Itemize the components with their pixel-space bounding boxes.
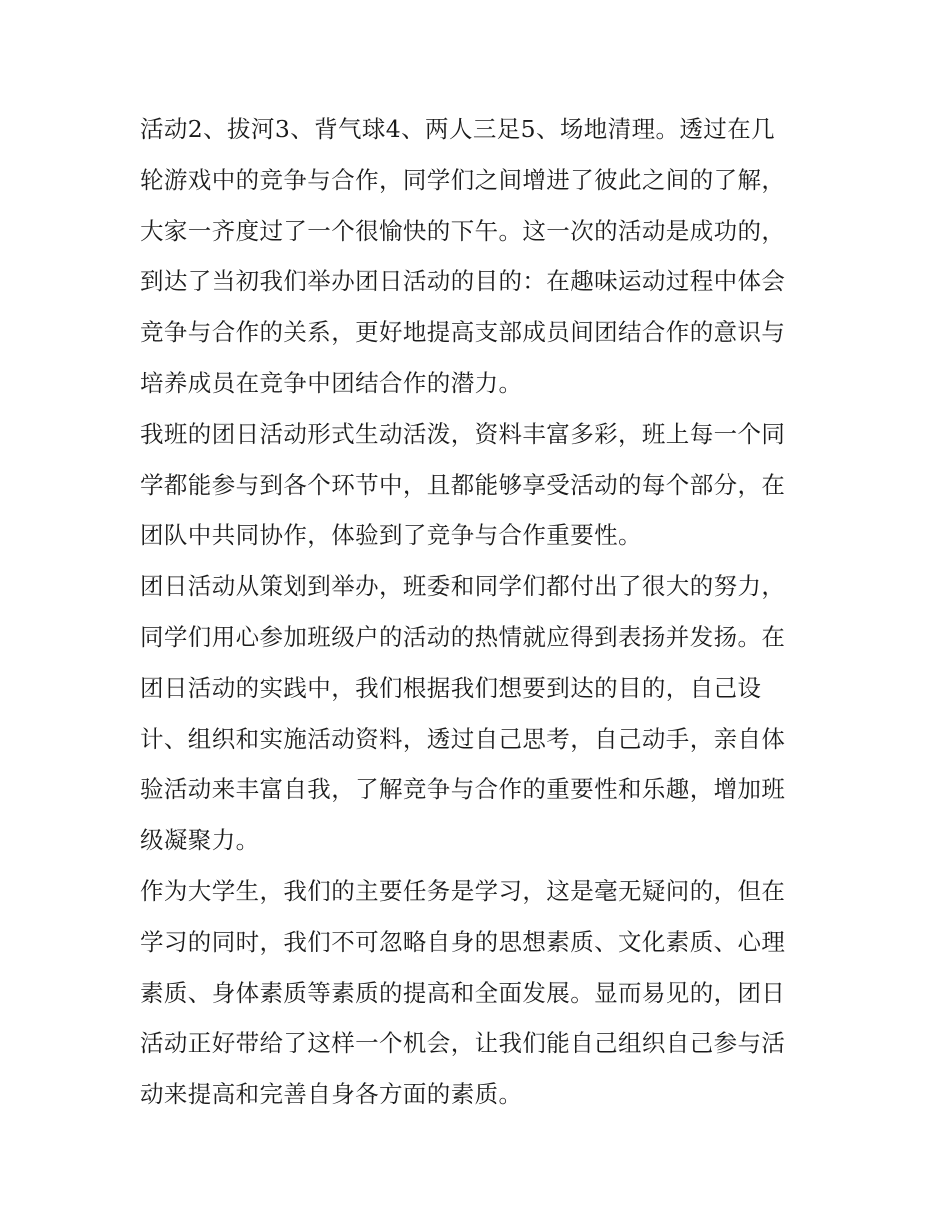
text-line: 验活动来丰富自我，了解竞争与合作的重要性和乐趣，增加班 bbox=[140, 775, 786, 804]
paragraph-1 bbox=[140, 104, 820, 409]
text-line: 学都能参与到各个环节中，且都能够享受活动的每个部分，在 bbox=[140, 470, 786, 499]
paragraph-4 bbox=[140, 866, 820, 1120]
text-line: 团日活动的实践中，我们根据我们想要到达的目的，自己设 bbox=[140, 673, 762, 702]
paragraph-3 bbox=[140, 561, 820, 866]
text-line: 同学们用心参加班级户的活动的热情就应得到表扬并发扬。在 bbox=[140, 622, 786, 651]
text-line: 团队中共同协作，体验到了竞争与合作重要性。 bbox=[140, 521, 642, 550]
document-body bbox=[140, 104, 820, 1120]
text-line: 活动正好带给了这样一个机会，让我们能自己组织自己参与活 bbox=[140, 1029, 786, 1058]
text-line: 动来提高和完善自身各方面的素质。 bbox=[140, 1080, 523, 1109]
text-line: 培养成员在竞争中团结合作的潜力。 bbox=[140, 368, 523, 397]
text-line: 轮游戏中的竞争与合作，同学们之间增进了彼此之间的了解， bbox=[140, 165, 786, 194]
text-line: 活动2、拔河3、背气球4、两人三足5、场地清理。透过在几 bbox=[140, 115, 776, 143]
text-line: 团日活动从策划到举办，班委和同学们都付出了很大的努力， bbox=[140, 572, 786, 601]
text-line: 计、组织和实施活动资料，透过自己思考，自己动手，亲自体 bbox=[140, 724, 786, 753]
text-line: 大家一齐度过了一个很愉快的下午。这一次的活动是成功的， bbox=[140, 216, 786, 245]
text-line: 竞争与合作的关系，更好地提高支部成员间团结合作的意识与 bbox=[140, 318, 786, 347]
paragraph-2 bbox=[140, 409, 820, 561]
text-line: 我班的团日活动形式生动活泼，资料丰富多彩，班上每一个同 bbox=[140, 419, 786, 448]
text-line: 素质、身体素质等素质的提高和全面发展。显而易见的，团日 bbox=[140, 978, 786, 1007]
text-line: 级凝聚力。 bbox=[140, 826, 260, 855]
text-line: 到达了当初我们举办团日活动的目的：在趣味运动过程中体会 bbox=[140, 267, 786, 296]
text-line: 作为大学生，我们的主要任务是学习，这是毫无疑问的，但在 bbox=[140, 876, 786, 905]
text-line: 学习的同时，我们不可忽略自身的思想素质、文化素质、心理 bbox=[140, 927, 786, 956]
